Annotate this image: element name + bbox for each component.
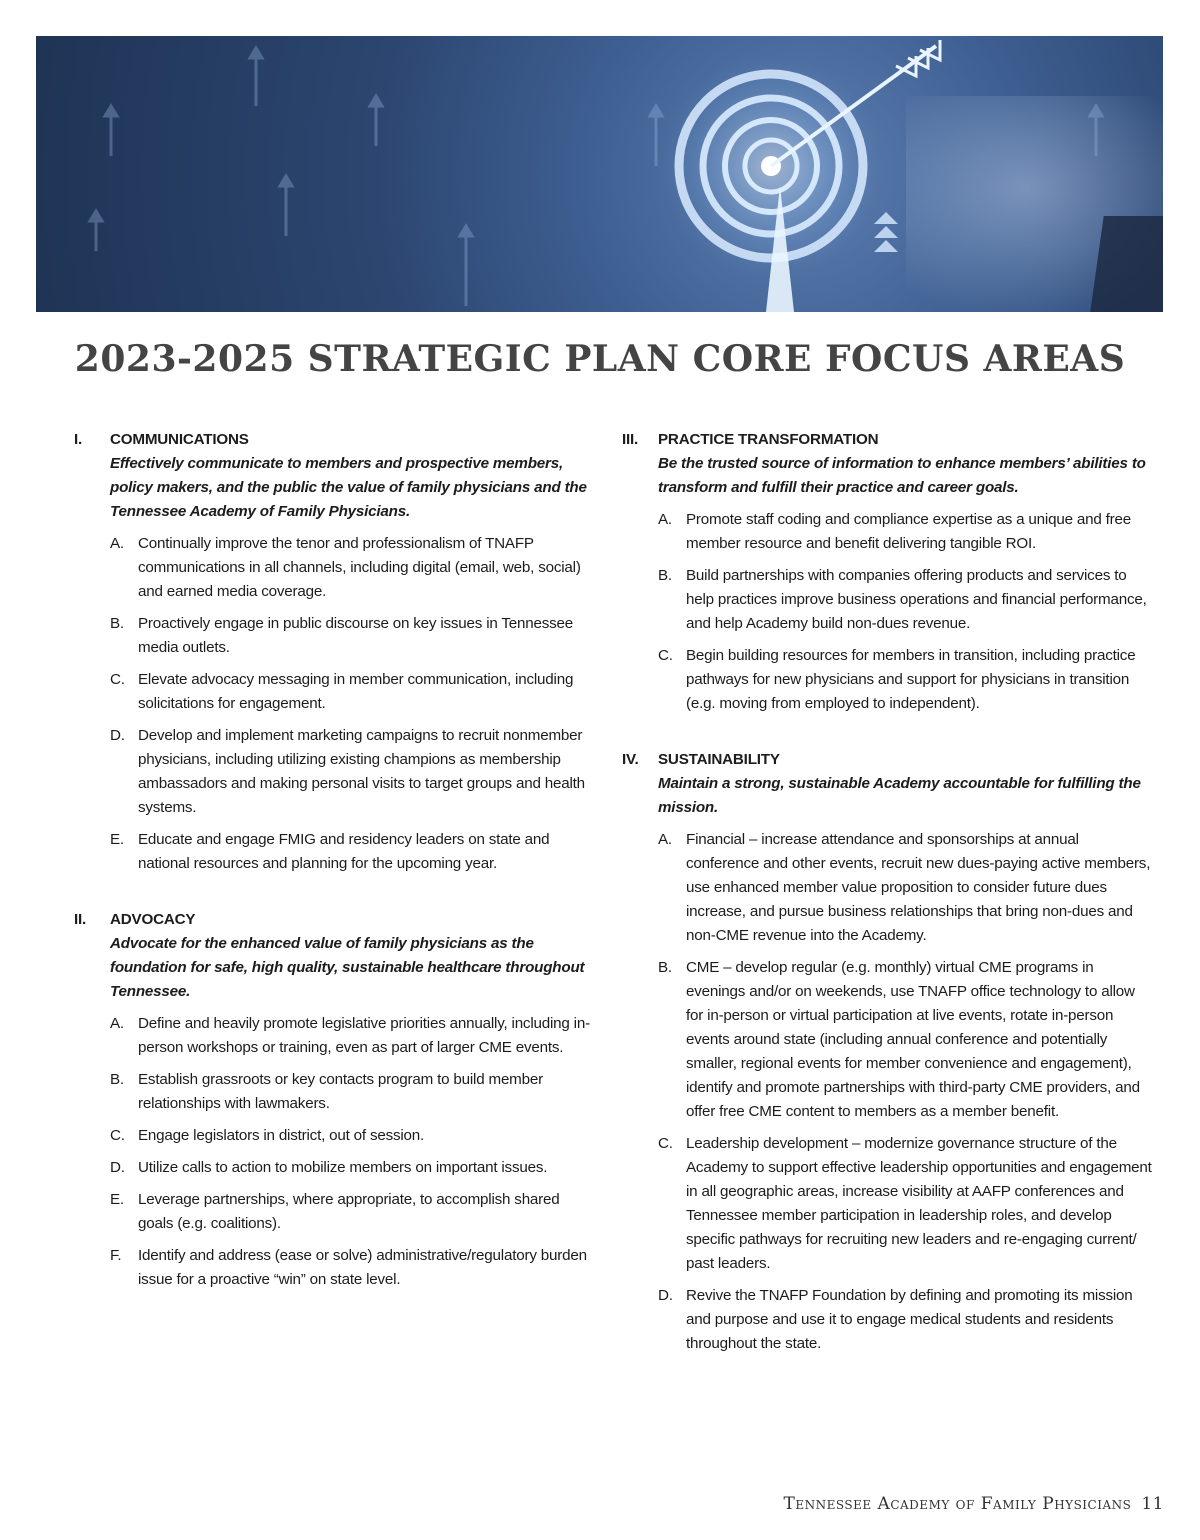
list-item xyxy=(658,508,1152,556)
item-text: Leadership development – modernize governance structure of the Academy to support effective leadership opportunities and engagement in all geographic areas, increase visibility at AAFP conferences and Tennessee member participation in leadership roles, and develop specific pathways for recruiting new leaders and re-engaging current/ past leaders. xyxy=(686,1135,1152,1272)
focus-area-section xyxy=(74,428,594,876)
list-item xyxy=(110,724,594,820)
list-item xyxy=(658,644,1152,716)
footer-org-name: Tennessee Academy of Family Physicians xyxy=(783,1494,1132,1514)
item-text: Continually improve the tenor and professionalism of TNAFP communications in all channels, including digital (email, web, social) and earned media coverage. xyxy=(138,535,581,600)
item-text: Promote staff coding and compliance expertise as a unique and free member resource and benefit delivering tangible ROI. xyxy=(686,511,1131,552)
list-item xyxy=(658,1132,1152,1276)
item-letter: B. xyxy=(110,1071,124,1088)
item-letter: A. xyxy=(658,511,672,528)
item-text: Develop and implement marketing campaigns to recruit nonmember physicians, including utilizing existing champions as membership ambassadors and making personal visits to target groups and health systems. xyxy=(138,727,585,816)
item-text: Build partnerships with companies offering products and services to help practices improve business operations and financial performance, and help Academy build non-dues revenue. xyxy=(686,567,1147,632)
section-description: Advocate for the enhanced value of family physicians as the foundation for safe, high quality, sustainable healthcare throughout Tennessee. xyxy=(110,935,585,1000)
list-item xyxy=(110,668,594,716)
section-heading: COMMUNICATIONS xyxy=(110,431,249,448)
item-text: Elevate advocacy messaging in member communication, including solicitations for engagement. xyxy=(138,671,574,712)
list-item xyxy=(658,956,1152,1124)
focus-area-section xyxy=(74,908,594,1292)
header-banner-image xyxy=(36,36,1163,312)
item-letter: D. xyxy=(110,1159,125,1176)
list-item xyxy=(110,1124,594,1148)
page-footer xyxy=(784,1494,1164,1514)
item-text: Establish grassroots or key contacts program to build member relationships with lawmakers. xyxy=(138,1071,543,1112)
list-item xyxy=(658,564,1152,636)
list-item xyxy=(110,532,594,604)
section-heading: PRACTICE TRANSFORMATION xyxy=(658,431,879,448)
focus-area-section xyxy=(622,748,1152,1356)
item-letter: A. xyxy=(110,1015,124,1032)
section-number: IV. xyxy=(622,751,639,768)
item-letter: C. xyxy=(658,1135,673,1152)
item-text: Engage legislators in district, out of session. xyxy=(138,1127,425,1144)
focus-area-section xyxy=(622,428,1152,716)
chevron-up-icon xyxy=(874,212,898,252)
section-number: III. xyxy=(622,431,639,448)
item-text: Utilize calls to action to mobilize members on important issues. xyxy=(138,1159,548,1176)
list-item xyxy=(658,828,1152,948)
list-item xyxy=(110,612,594,660)
section-description: Be the trusted source of information to enhance members’ abilities to transform and fulfill their practice and career goals. xyxy=(658,455,1146,496)
list-item xyxy=(110,1244,594,1292)
item-text: Define and heavily promote legislative priorities annually, including in-person workshops or training, even as part of larger CME events. xyxy=(138,1015,590,1056)
item-letter: E. xyxy=(110,1191,124,1208)
item-letter: F. xyxy=(110,1247,122,1264)
item-letter: C. xyxy=(658,647,673,664)
item-text: Identify and address (ease or solve) administrative/regulatory burden issue for a proactive “win” on state level. xyxy=(138,1247,587,1288)
section-description: Effectively communicate to members and prospective members, policy makers, and the public the value of family physicians and the Tennessee Academy of Family Physicians. xyxy=(110,455,587,520)
item-text: Financial – increase attendance and sponsorships at annual conference and other events, recruit new dues-paying active members, use enhanced member value proposition to consider future dues increase, and pursue business relationships that bring non-dues and non-CME revenue into the Academy. xyxy=(686,831,1151,944)
item-text: Revive the TNAFP Foundation by defining and promoting its mission and purpose and use it to engage medical students and residents throughout the state. xyxy=(686,1287,1133,1352)
item-letter: E. xyxy=(110,831,124,848)
item-letter: B. xyxy=(658,959,672,976)
page-title: 2023-2025 STRATEGIC PLAN CORE FOCUS AREAS xyxy=(74,338,1126,380)
item-letter: B. xyxy=(658,567,672,584)
left-column xyxy=(74,428,594,1324)
item-letter: C. xyxy=(110,1127,125,1144)
page-number: 11 xyxy=(1141,1494,1164,1514)
list-item xyxy=(658,1284,1152,1356)
section-heading: SUSTAINABILITY xyxy=(658,751,780,768)
list-item xyxy=(110,1188,594,1236)
list-item xyxy=(110,828,594,876)
item-letter: C. xyxy=(110,671,125,688)
item-text: CME – develop regular (e.g. monthly) virtual CME programs in evenings and/or on weekends, use TNAFP office technology to allow for in-person or virtual participation at live events, rotate in-person events around state (including annual conference and potentially smaller, regional events for member convenience and engagement), identify and promote partnerships with third-party CME providers, and offer free CME content to members as a member benefit. xyxy=(686,959,1140,1120)
item-letter: D. xyxy=(110,727,125,744)
item-text: Leverage partnerships, where appropriate, to accomplish shared goals (e.g. coalitions). xyxy=(138,1191,560,1232)
section-number: II. xyxy=(74,911,87,928)
section-number: I. xyxy=(74,431,83,448)
right-column xyxy=(622,428,1152,1388)
item-text: Begin building resources for members in transition, including practice pathways for new physicians and support for physicians in transition (e.g. moving from employed to independent). xyxy=(686,647,1136,712)
list-item xyxy=(110,1156,594,1180)
section-description: Maintain a strong, sustainable Academy accountable for fulfilling the mission. xyxy=(658,775,1141,816)
list-item xyxy=(110,1012,594,1060)
item-text: Proactively engage in public discourse on key issues in Tennessee media outlets. xyxy=(138,615,574,656)
item-letter: D. xyxy=(658,1287,673,1304)
list-item xyxy=(110,1068,594,1116)
item-letter: A. xyxy=(110,535,124,552)
target-arrow-icon xyxy=(36,36,1163,312)
item-letter: A. xyxy=(658,831,672,848)
item-text: Educate and engage FMIG and residency leaders on state and national resources and planning for the upcoming year. xyxy=(138,831,550,872)
section-heading: ADVOCACY xyxy=(110,911,196,928)
item-letter: B. xyxy=(110,615,124,632)
